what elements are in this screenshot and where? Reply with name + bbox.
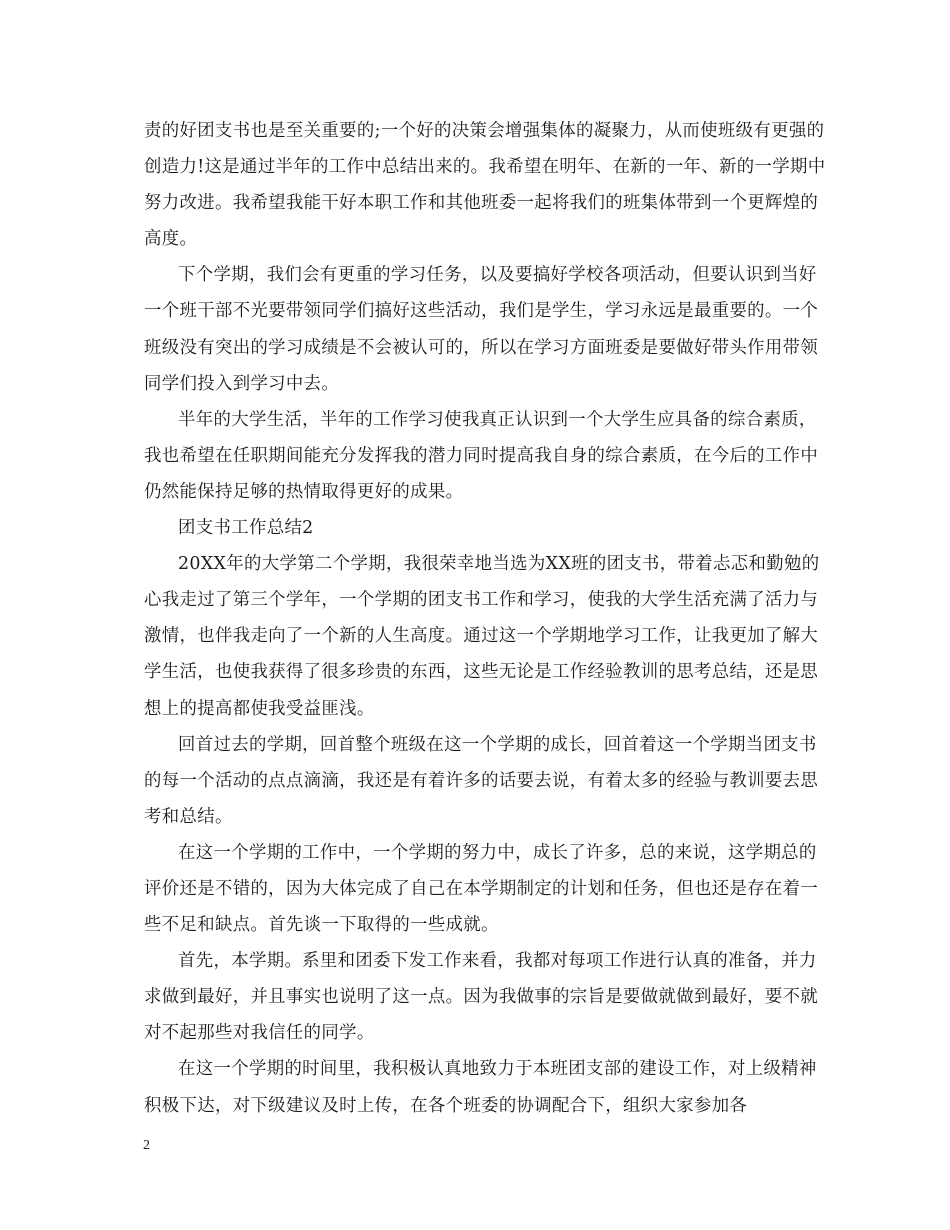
section-heading: 团支书工作总结2: [178, 518, 314, 539]
paragraph-5: 20XX年的大学第二个学期，我很荣幸地当选为XX班的团支书，带着忐忑和勤勉的心我走过了第三个学年，一个学期的团支书工作和学习，使我的大学生活充满了活力与激情，也伴我走向了一个新的人生高度。通过这一个学期地学习工作，让我更加了解大学生活，也使我获得了很多珍贵的东西，这些无论是工作经验教训的思考总结，还是思想上的提高都使我受益匪浅。: [144, 554, 820, 719]
paragraph-8: 首先，本学期。系里和团委下发工作来看，我都对每项工作进行认真的准备，并力求做到最好，并且事实也说明了这一点。因为我做事的宗旨是要做就做到最好，要不就对不起那些对我信任的同学。: [144, 951, 819, 1044]
paragraph-6: 回首过去的学期，回首整个班级在这一个学期的成长，回首着这一个学期当团支书的每一个活动的点点滴滴，我还是有着许多的话要去说，有着太多的经验与教训要去思考和总结。: [144, 734, 819, 827]
paragraph-2: 下个学期，我们会有更重的学习任务，以及要搞好学校各项活动，但要认识到当好一个班干部不光要带领同学们搞好这些活动，我们是学生，学习永远是最重要的。一个班级没有突出的学习成绩是不会被认可的，所以在学习方面班委是要做好带头作用带领同学们投入到学习中去。: [144, 265, 819, 394]
page-number: 2: [143, 1138, 150, 1153]
paragraph-7: 在这一个学期的工作中，一个学期的努力中，成长了许多，总的来说，这学期总的评价还是不错的，因为大体完成了自己在本学期制定的计划和任务，但也还是存在着一些不足和缺点。首先谈一下取得的一些成就。: [144, 842, 819, 936]
paragraph-1: 责的好团支书也是至关重要的;一个好的决策会增强集体的凝聚力，从而使班级有更强的创造力!这是通过半年的工作中总结出来的。我希望在明年、在新的一年、新的一学期中努力改进。我希望我能干好本职工作和其他班委一起将我们的班集体带到一个更辉煌的高度。: [144, 121, 826, 250]
paragraph-3: 半年的大学生活，半年的工作学习使我真正认识到一个大学生应具备的综合素质，我也希望在任职期间能充分发挥我的潜力同时提高我自身的综合素质，在今后的工作中仍然能保持足够的热情取得更好的成果。: [144, 409, 819, 502]
paragraph-9: 在这一个学期的时间里，我积极认真地致力于本班团支部的建设工作，对上级精神积极下达，对下级建议及时上传，在各个班委的协调配合下，组织大家参加各: [144, 1059, 817, 1116]
document-body: [144, 113, 834, 1124]
